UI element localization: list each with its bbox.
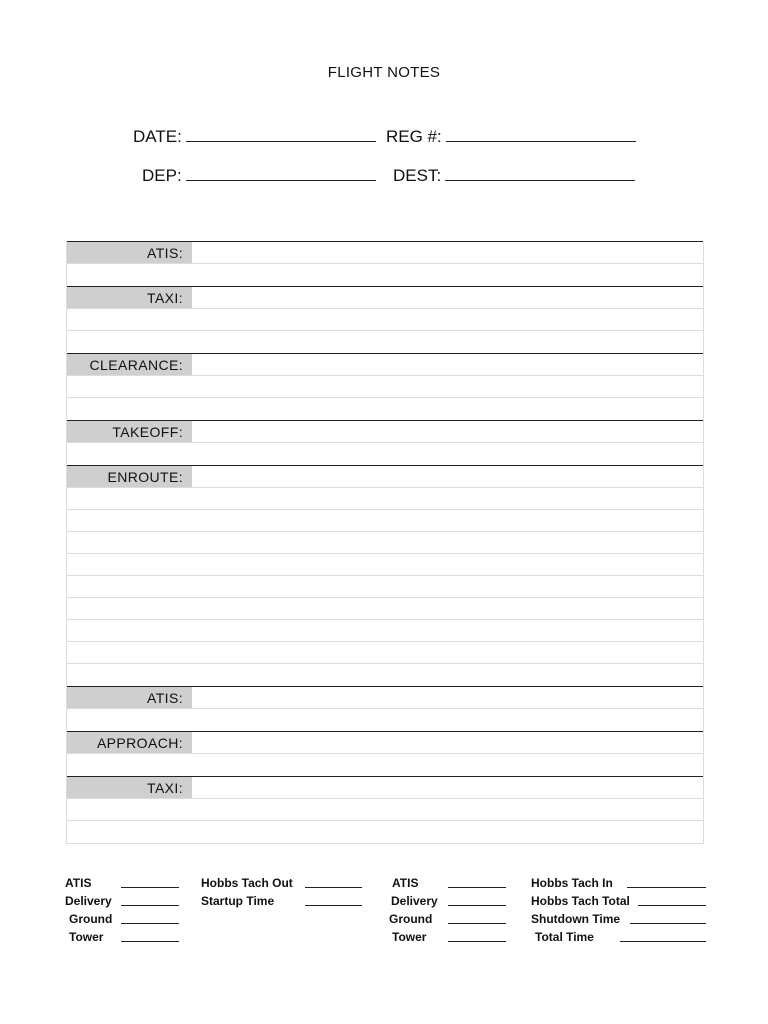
note-line[interactable] (67, 264, 703, 286)
footer-field[interactable] (65, 876, 91, 890)
footer-blank-line[interactable] (448, 913, 506, 924)
dest-blank-line[interactable] (445, 166, 635, 181)
section-label: ENROUTE: (67, 466, 192, 487)
footer-field[interactable] (392, 876, 418, 890)
section-clearance (67, 353, 703, 420)
footer-blank-line[interactable] (121, 931, 179, 942)
footer-field[interactable] (201, 894, 274, 908)
section-enroute (67, 465, 703, 686)
footer-blank-line[interactable] (448, 895, 506, 906)
note-line[interactable] (67, 532, 703, 554)
footer-blank-line[interactable] (121, 877, 179, 888)
note-line[interactable] (67, 642, 703, 664)
note-line[interactable] (67, 554, 703, 576)
reg-field[interactable] (386, 127, 636, 147)
section-takeoff (67, 420, 703, 465)
footer-blank-line[interactable] (305, 895, 362, 906)
footer-label: Tower (69, 930, 104, 944)
footer-field[interactable] (69, 930, 103, 944)
section-label: ATIS: (67, 687, 192, 708)
note-line[interactable] (67, 709, 703, 731)
note-line[interactable] (67, 732, 703, 754)
footer-label: Delivery (391, 894, 438, 908)
note-line[interactable] (67, 242, 703, 264)
note-line[interactable] (67, 799, 703, 821)
note-line[interactable] (67, 398, 703, 420)
footer-field[interactable] (531, 876, 613, 890)
dest-field[interactable] (393, 166, 635, 186)
note-line[interactable] (67, 510, 703, 532)
section-label: CLEARANCE: (67, 354, 192, 375)
section-atis (67, 241, 703, 286)
footer-label: Total Time (535, 930, 594, 944)
footer-label: Shutdown Time (531, 912, 621, 926)
footer-label: ATIS (392, 876, 419, 890)
date-label: DATE: (133, 127, 182, 146)
dest-label: DEST: (393, 166, 442, 185)
footer-field[interactable] (69, 912, 112, 926)
section-label: ATIS: (67, 242, 192, 263)
section-taxi (67, 776, 703, 843)
section-label: TAXI: (67, 777, 192, 798)
section-label: TAKEOFF: (67, 421, 192, 442)
footer-blank-line[interactable] (121, 913, 179, 924)
dep-field[interactable] (142, 166, 376, 186)
footer-blank-line[interactable] (620, 931, 706, 942)
footer-blank-line[interactable] (448, 931, 506, 942)
footer-field[interactable] (535, 930, 594, 944)
footer-field[interactable] (531, 912, 620, 926)
footer-blank-line[interactable] (627, 877, 706, 888)
footer-label: Delivery (65, 894, 112, 908)
footer-blank-line[interactable] (305, 877, 362, 888)
note-line[interactable] (67, 309, 703, 331)
note-line[interactable] (67, 488, 703, 510)
note-line[interactable] (67, 287, 703, 309)
footer-blank-line[interactable] (121, 895, 179, 906)
footer-field[interactable] (392, 930, 426, 944)
note-line[interactable] (67, 777, 703, 799)
note-line[interactable] (67, 466, 703, 488)
footer-label: Tower (392, 930, 427, 944)
note-line[interactable] (67, 576, 703, 598)
note-line[interactable] (67, 598, 703, 620)
footer-blank-line[interactable] (638, 895, 706, 906)
note-line[interactable] (67, 620, 703, 642)
date-blank-line[interactable] (186, 127, 376, 142)
footer-blank-line[interactable] (630, 913, 706, 924)
note-line[interactable] (67, 331, 703, 353)
note-line[interactable] (67, 664, 703, 686)
footer-field[interactable] (201, 876, 293, 890)
footer-field[interactable] (389, 912, 432, 926)
note-line[interactable] (67, 443, 703, 465)
section-taxi (67, 286, 703, 353)
section-label: TAXI: (67, 287, 192, 308)
flight-notes-table (66, 241, 704, 844)
footer-field[interactable] (391, 894, 438, 908)
footer-label: Hobbs Tach Total (531, 894, 630, 908)
footer-field[interactable] (65, 894, 112, 908)
reg-blank-line[interactable] (446, 127, 636, 142)
footer-blank-line[interactable] (448, 877, 506, 888)
section-label: APPROACH: (67, 732, 192, 753)
page-title: FLIGHT NOTES (327, 64, 441, 81)
footer-field[interactable] (531, 894, 630, 908)
footer-label: Hobbs Tach In (531, 876, 613, 890)
footer-label: ATIS (65, 876, 92, 890)
note-line[interactable] (67, 421, 703, 443)
note-line[interactable] (67, 754, 703, 776)
dep-label: DEP: (142, 166, 182, 185)
dep-blank-line[interactable] (186, 166, 376, 181)
date-field[interactable] (133, 127, 376, 147)
note-line[interactable] (67, 376, 703, 398)
footer-label: Ground (69, 912, 113, 926)
footer-label: Ground (389, 912, 433, 926)
reg-label: REG #: (386, 127, 442, 146)
footer-label: Startup Time (201, 894, 275, 908)
section-atis (67, 686, 703, 731)
note-line[interactable] (67, 354, 703, 376)
section-approach (67, 731, 703, 776)
note-line[interactable] (67, 821, 703, 843)
note-line[interactable] (67, 687, 703, 709)
footer-label: Hobbs Tach Out (201, 876, 293, 890)
